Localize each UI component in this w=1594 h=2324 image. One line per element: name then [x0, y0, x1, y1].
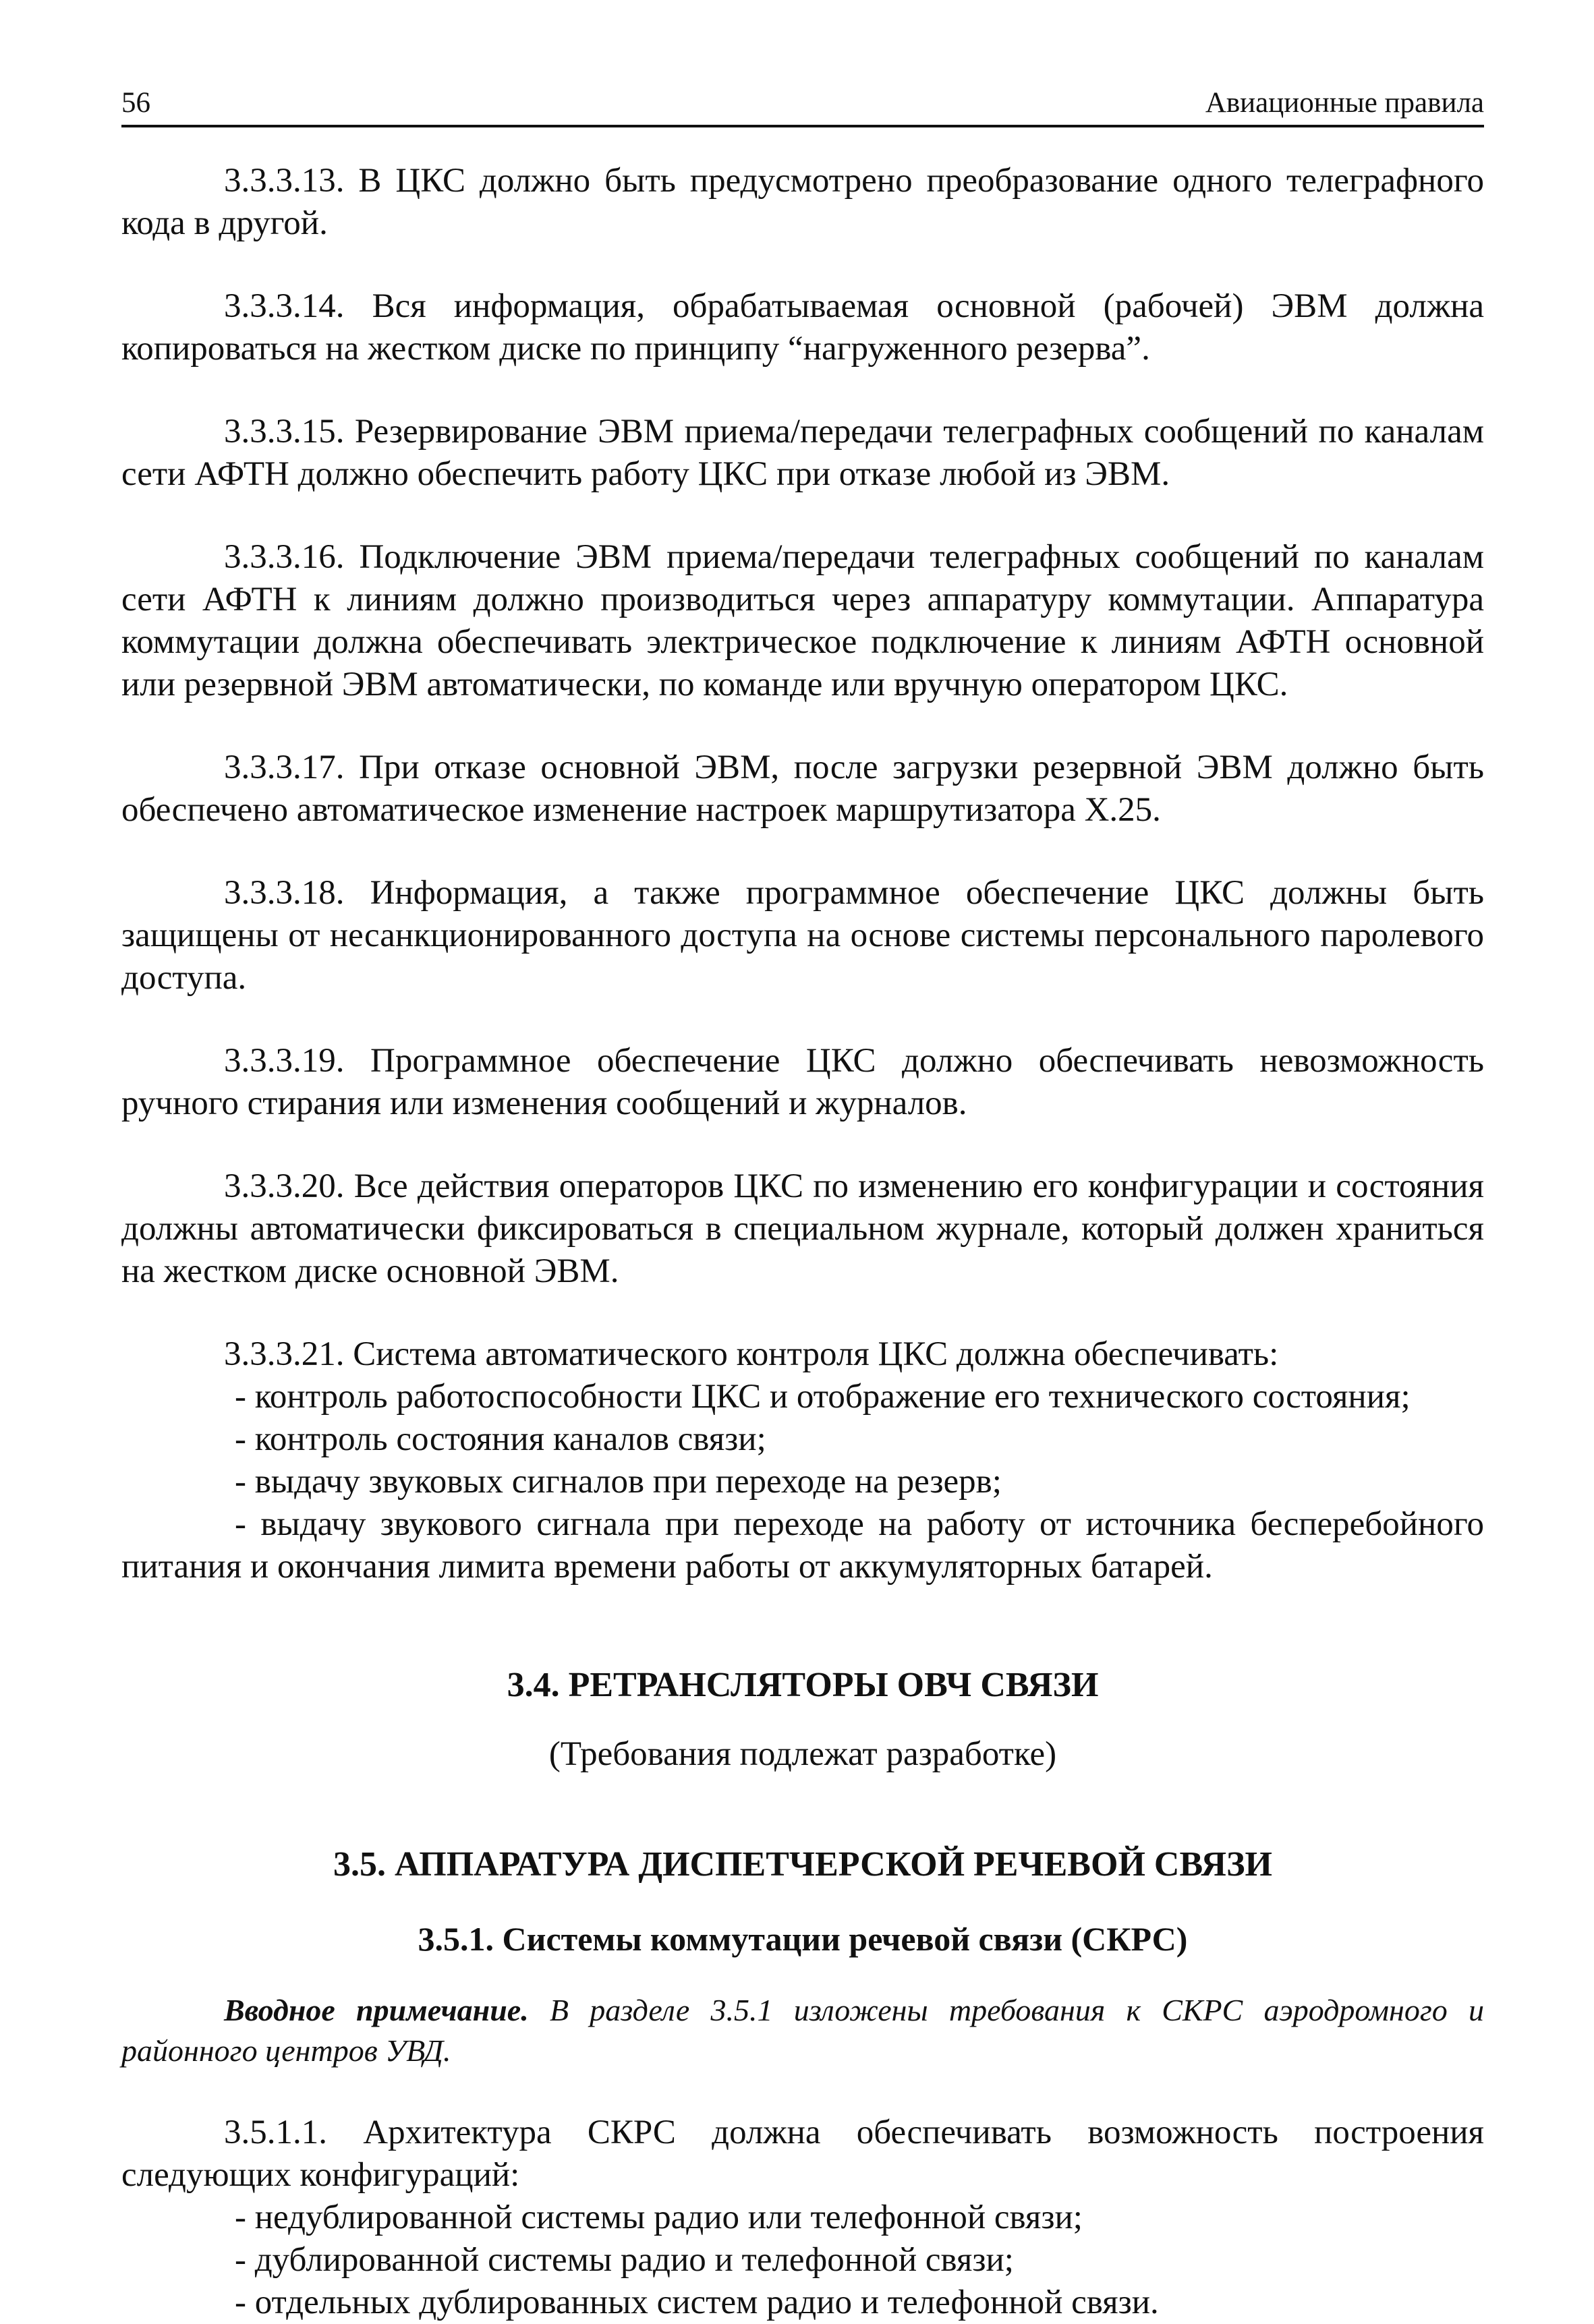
paragraph-3-3-3-18: 3.3.3.18. Информация, а также программное обеспечение ЦКС должны быть защищены от несанкционированного доступа на основе системы персонального паролевого доступа. — [121, 874, 1484, 997]
list-item: - контроль состояния каналов связи; — [235, 1420, 766, 1458]
paragraph-3-3-3-17: 3.3.3.17. При отказе основной ЭВМ, после загрузки резервной ЭВМ должно быть обеспечено автоматическое изменение настроек маршрутизатора Х.25. — [121, 749, 1484, 829]
list-item: - дублированной системы радио и телефонной связи; — [235, 2241, 1014, 2279]
section-note-3-4: (Требования подлежат разработке) — [548, 1735, 1057, 1773]
list-item: - недублированной системы радио или телефонной связи; — [235, 2199, 1083, 2236]
section-heading-3-4: 3.4. РЕТРАНСЛЯТОРЫ ОВЧ СВЯЗИ — [507, 1666, 1099, 1704]
running-title: Авиационные правила — [1205, 87, 1484, 119]
paragraph-3-5-1-1: 3.5.1.1. Архитектура СКРС должна обеспечивать возможность построения следующих конфигураций: — [121, 2114, 1484, 2194]
intro-note-text: В разделе 3.5.1 изложены требования к СКРС аэродромного и районного центров УВД. — [121, 1993, 1485, 2068]
page-body — [121, 160, 1484, 2324]
paragraph-3-3-3-15: 3.3.3.15. Резервирование ЭВМ приема/передачи телеграфных сообщений по каналам сети АФТН должно обеспечить работу ЦКС при отказе любой из ЭВМ. — [121, 413, 1484, 493]
intro-note — [121, 1990, 1484, 2071]
intro-note-label: Вводное примечание. — [224, 1993, 529, 2027]
subsection-heading-3-5-1: 3.5.1. Системы коммутации речевой связи (СКРС) — [418, 1920, 1188, 1958]
list-item: - контроль работоспособности ЦКС и отображение его технического состояния; — [235, 1378, 1411, 1416]
document-page — [121, 78, 1484, 2324]
paragraph-3-3-3-21: 3.3.3.21. Система автоматического контроля ЦКС должна обеспечивать: — [224, 1335, 1279, 1373]
section-heading-3-5: 3.5. АППАРАТУРА ДИСПЕТЧЕРСКОЙ РЕЧЕВОЙ СВЯЗИ — [333, 1845, 1272, 1884]
page-header — [121, 78, 1484, 127]
list-item: - выдачу звукового сигнала при переходе на работу от источника бесперебойного питания и окончания лимита времени работы от аккумуляторных батарей. — [121, 1505, 1484, 1586]
page-number: 56 — [121, 87, 150, 119]
paragraph-3-3-3-20: 3.3.3.20. Все действия операторов ЦКС по изменению его конфигурации и состояния должны автоматически фиксироваться в специальном журнале, который должен храниться на жестком диске основной ЭВМ. — [121, 1167, 1484, 1290]
paragraph-3-3-3-13: 3.3.3.13. В ЦКС должно быть предусмотрено преобразование одного телеграфного кода в другой. — [121, 162, 1484, 242]
paragraph-3-3-3-19: 3.3.3.19. Программное обеспечение ЦКС должно обеспечивать невозможность ручного стирания или изменения сообщений и журналов. — [121, 1042, 1484, 1122]
list-item: - выдачу звуковых сигналов при переходе на резерв; — [235, 1463, 1002, 1501]
paragraph-3-3-3-14: 3.3.3.14. Вся информация, обрабатываемая основной (рабочей) ЭВМ должна копироваться на жестком диске по принципу “нагруженного резерва”. — [121, 287, 1484, 368]
list-item: - отдельных дублированных систем радио и телефонной связи. — [235, 2284, 1159, 2321]
paragraph-3-3-3-16: 3.3.3.16. Подключение ЭВМ приема/передачи телеграфных сообщений по каналам сети АФТН к линиям должно производиться через аппаратуру коммутации. Аппаратура коммутации должна обеспечивать электрическое подключение к линиям АФТН основной или резервной ЭВМ автоматически, по команде или вручную оператором ЦКС. — [121, 538, 1484, 703]
